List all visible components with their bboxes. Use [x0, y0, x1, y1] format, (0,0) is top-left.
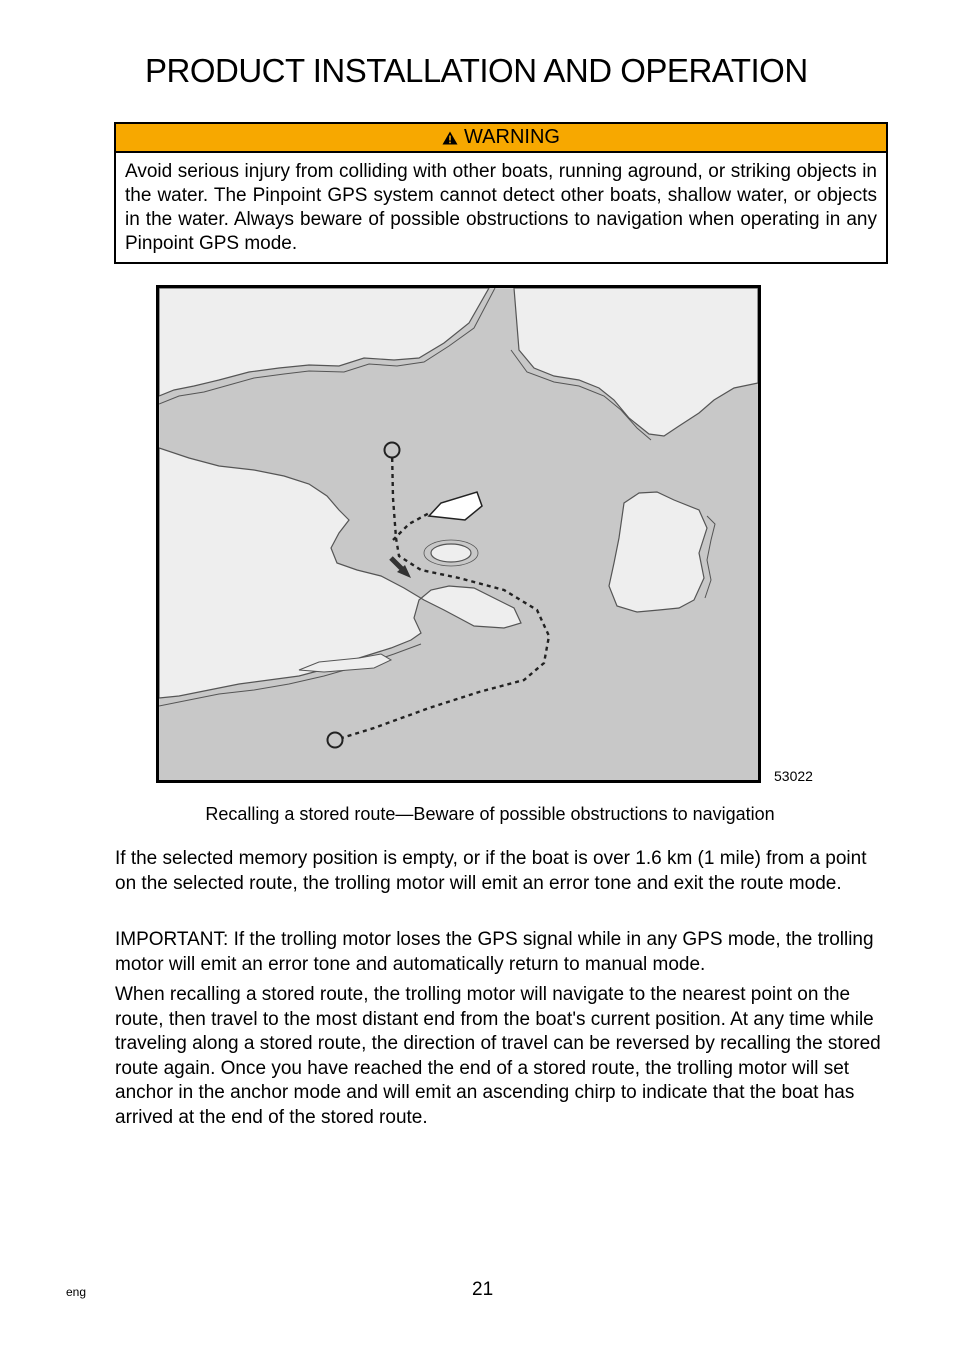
route-end-point: [328, 733, 343, 748]
figure-caption: Recalling a stored route—Beware of possible obstructions to navigation: [205, 804, 775, 824]
page-number: 21: [472, 1279, 494, 1300]
route-map-figure: [156, 285, 761, 783]
paragraph-1: If the selected memory position is empty, or if the boat is over 1.6 km (1 mile) from a point on the selected route, the trolling motor will emit an error tone and exit the route mode.: [115, 848, 867, 894]
warning-box: [114, 122, 888, 264]
shoal: [431, 544, 471, 562]
warning-triangle-icon: [442, 131, 458, 145]
figure-id: 53022: [774, 768, 813, 784]
warning-header: [116, 124, 886, 153]
warning-text: Avoid serious injury from colliding with other boats, running aground, or striking objects in the water. The Pinpoint GPS system cannot detect other boats, shallow water, or objects in the water. Always beware of possible obstructions to navigation when operating in any Pinpoint GPS mode.: [125, 161, 877, 254]
route-map-illustration: [159, 288, 758, 780]
route-start-point: [385, 443, 400, 458]
land-top-right: [514, 288, 758, 436]
warning-label: WARNING: [464, 126, 560, 148]
boat-icon: [429, 492, 482, 520]
footer-language: eng: [66, 1285, 87, 1299]
important-note: IMPORTANT: If the trolling motor loses the GPS signal while in any GPS mode, the trolling motor will emit an error tone and automatically return to manual mode.: [115, 929, 874, 975]
paragraph-3: When recalling a stored route, the trolling motor will navigate to the nearest point on the route, then travel to the most distant end from the boat's current position. At any time while traveling along a stored route, the direction of travel can be reversed by recalling the stored route again. Once you have reached the end of a stored route, the trolling motor will set anchor in the anchor mode and will emit an ascending chirp to indicate that the boat has arrived at the end of the stored route.: [115, 984, 881, 1128]
land-small-island: [609, 492, 707, 612]
page-title: PRODUCT INSTALLATION AND OPERATION: [145, 52, 808, 89]
land-top-left: [159, 288, 489, 396]
